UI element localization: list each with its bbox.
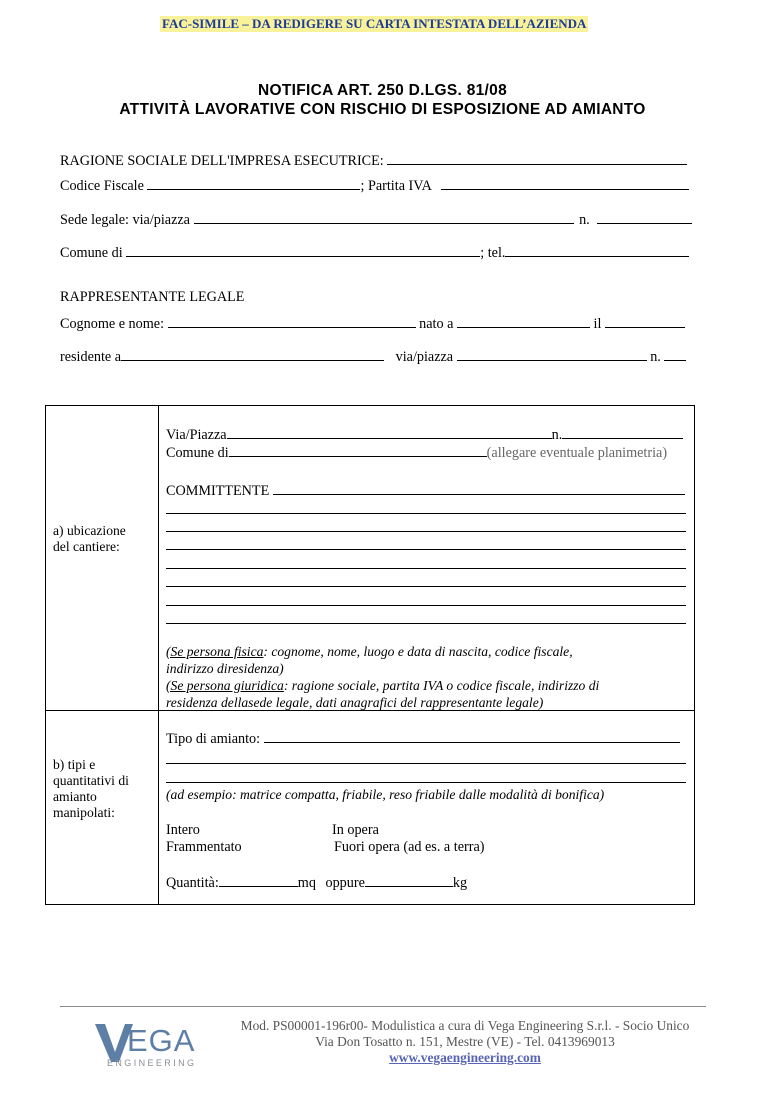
persona-giuridica-label: (Se persona giuridica [166, 678, 284, 693]
cantiere-via-row [166, 425, 683, 444]
codice-fiscale-label: Codice Fiscale [60, 178, 144, 194]
document-subtitle: ATTIVITÀ LAVORATIVE CON RISCHIO DI ESPOSIZIONE AD AMIANTO [119, 101, 646, 118]
tipo-amianto-row [166, 729, 680, 748]
section-b-label [53, 757, 129, 821]
in-opera-label: In opera [332, 822, 379, 838]
fuori-opera-label: Fuori opera (ad es. a terra) [334, 839, 485, 855]
committente-line[interactable] [166, 568, 686, 569]
rappresentante-heading: RAPPRESENTANTE LEGALE [60, 289, 245, 305]
partita-iva-label: ; Partita IVA [360, 178, 432, 194]
website-link[interactable]: www.vegaengineering.com [389, 1050, 541, 1065]
fuori-opera-option[interactable] [334, 838, 484, 857]
persona-fisica-text: : cognome, nome, luogo e data di nascita, codice fiscale, [263, 644, 573, 659]
il-field[interactable] [605, 314, 685, 328]
committente-line[interactable] [166, 549, 686, 550]
persona-fisica-text2: indirizzo diresidenza) [166, 661, 284, 676]
cantiere-via-label: Via/Piazza [166, 427, 227, 443]
committente-line[interactable] [166, 605, 686, 606]
sede-legale-field[interactable] [194, 210, 574, 224]
residente-field[interactable] [121, 347, 384, 361]
footer-line1: Mod. PS00001-196r00- Modulistica a cura di Vega Engineering S.r.l. - Socio Unico [240, 1018, 690, 1033]
quantita-mq-field[interactable] [219, 873, 298, 887]
nato-a-label: nato a [419, 316, 454, 332]
nato-a-field[interactable] [457, 314, 590, 328]
comune-row [60, 243, 689, 262]
residente-label: residente a [60, 349, 122, 365]
persona-giuridica-text2: residenza dellasede legale, dati anagrafici del rappresentante legale) [166, 695, 544, 710]
kg-unit: kg [452, 875, 468, 891]
tipo-amianto-field[interactable] [264, 729, 680, 743]
committente-line[interactable] [166, 513, 686, 514]
persona-giuridica-note [166, 677, 690, 711]
committente-line[interactable] [166, 531, 686, 532]
persona-fisica-note [166, 643, 690, 677]
committente-line[interactable] [166, 623, 686, 624]
intero-label: Intero [166, 822, 200, 838]
sede-legale-row [60, 210, 692, 229]
section-a-label-line1: a) ubicazione [53, 523, 126, 538]
footer-line2: Via Don Tosatto n. 151, Mestre (VE) - Tel. 0413969013 [315, 1034, 615, 1049]
section-a-label-line2: del cantiere: [53, 539, 120, 554]
res-numero-label: n. [650, 349, 661, 365]
section-b-label-line3: amianto [53, 789, 97, 804]
codice-fiscale-row [60, 176, 689, 195]
persona-giuridica-line1 [166, 677, 690, 694]
quantita-label: Quantità: [166, 875, 219, 891]
facsimile-banner: FAC-SIMILE – DA REDIGERE SU CARTA INTESTATA DELL’AZIENDA [162, 16, 587, 31]
cantiere-via-field[interactable] [227, 425, 552, 439]
committente-row [166, 481, 685, 500]
table-column-divider [158, 405, 159, 905]
section-b-label-line1: b) tipi e [53, 757, 96, 772]
mq-unit: mq [297, 875, 316, 891]
ragione-sociale-label: RAGIONE SOCIALE DELL'IMPRESA ESECUTRICE: [60, 153, 384, 169]
oppure-label: oppure [325, 875, 365, 891]
planimetria-note: (allegare eventuale planimetria) [486, 445, 668, 461]
ragione-sociale-field[interactable] [387, 151, 687, 165]
cognome-nome-field[interactable] [168, 314, 416, 328]
cognome-nome-row [60, 314, 685, 333]
comune-label: Comune di [60, 245, 123, 261]
tipo-amianto-line[interactable] [166, 782, 686, 783]
tel-field[interactable] [505, 243, 689, 257]
sede-numero-label: n. [579, 212, 590, 228]
tipo-amianto-line[interactable] [166, 763, 686, 764]
logo-word: EGA [127, 1023, 196, 1058]
cantiere-comune-field[interactable] [229, 443, 487, 457]
sede-numero-field[interactable] [597, 210, 692, 224]
frammentato-option[interactable] [166, 838, 242, 857]
section-b-label-line4: manipolati: [53, 805, 115, 820]
res-numero-field[interactable] [664, 347, 686, 361]
quantita-kg-field[interactable] [365, 873, 453, 887]
cantiere-comune-label: Comune di [166, 445, 229, 461]
comune-field[interactable] [126, 243, 480, 257]
section-b-label-line2: quantitativi di [53, 773, 129, 788]
res-via-label: via/piazza [395, 349, 454, 365]
committente-label: COMMITTENTE [166, 483, 270, 499]
footer-divider [60, 1006, 706, 1007]
quantita-row [166, 873, 467, 892]
res-via-field[interactable] [457, 347, 647, 361]
cantiere-comune-row [166, 443, 667, 462]
frammentato-label: Frammentato [166, 839, 242, 855]
tipo-amianto-label: Tipo di amianto: [166, 731, 261, 747]
document-title: NOTIFICA ART. 250 D.LGS. 81/08 [257, 82, 508, 99]
il-label: il [593, 316, 602, 332]
section-a-label [53, 523, 126, 555]
committente-field[interactable] [273, 481, 685, 495]
logo-sub: ENGINEERING [107, 1058, 197, 1068]
tel-label: ; tel. [480, 245, 506, 261]
esempio-note: (ad esempio: matrice compatta, friabile, reso friabile dalle modalità di bonifica) [166, 787, 605, 802]
cantiere-numero-field[interactable] [562, 425, 683, 439]
residente-row [60, 347, 686, 366]
footer-link[interactable] [220, 1050, 710, 1066]
ragione-sociale-row [60, 151, 687, 170]
sede-legale-label: Sede legale: via/piazza [60, 212, 190, 228]
codice-fiscale-field[interactable] [147, 176, 360, 190]
cantiere-numero-label: n. [551, 427, 563, 443]
committente-line[interactable] [166, 586, 686, 587]
partita-iva-field[interactable] [441, 176, 689, 190]
cognome-nome-label: Cognome e nome: [60, 316, 165, 332]
persona-fisica-label: (Se persona fisica [166, 644, 264, 659]
persona-giuridica-text: : ragione sociale, partita IVA o codice fiscale, indirizzo di [283, 678, 600, 693]
